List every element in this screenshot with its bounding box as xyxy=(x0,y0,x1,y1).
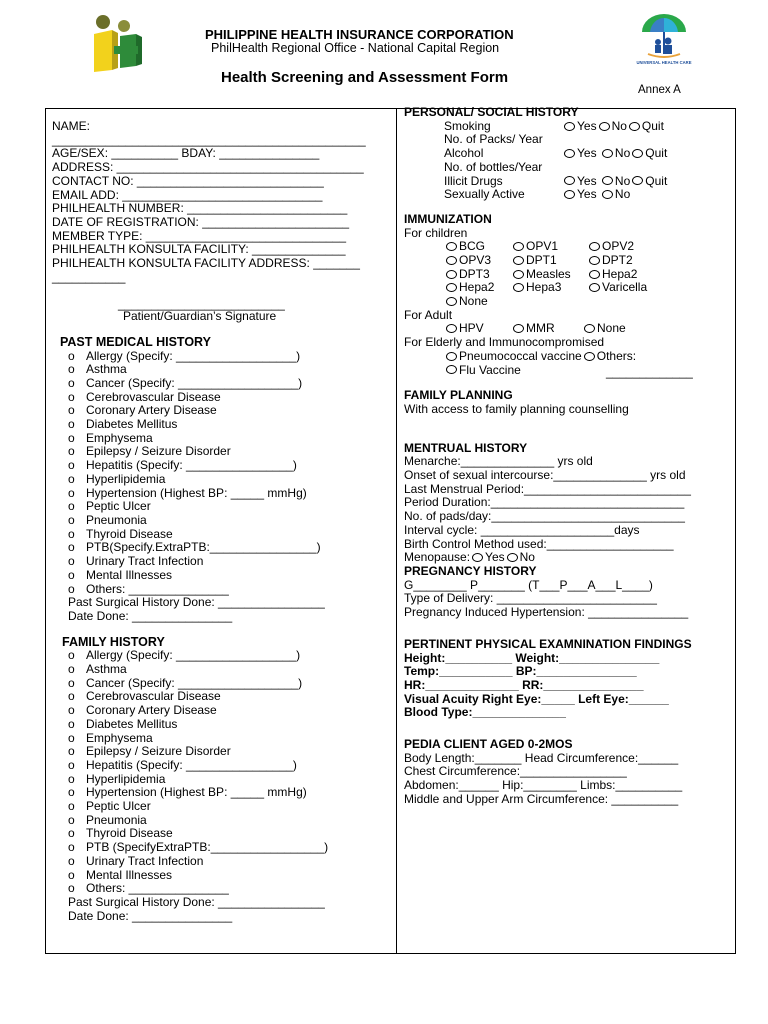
bullet-icon: o xyxy=(68,389,75,404)
vaccine-row xyxy=(404,281,730,295)
list-item[interactable] xyxy=(52,718,392,732)
vaccine-label: Measles xyxy=(526,266,571,281)
past-medical-title: PAST MEDICAL HISTORY xyxy=(60,334,211,349)
bullet-icon: o xyxy=(68,403,75,418)
vaccine-option[interactable] xyxy=(511,240,558,254)
elderly-label: For Elderly and Immunocompromised xyxy=(404,335,605,350)
list-item[interactable] xyxy=(52,583,392,597)
list-item-label: Coronary Artery Disease xyxy=(86,703,217,718)
radio[interactable] xyxy=(602,149,613,158)
yes-label: Yes xyxy=(577,146,597,161)
adult-vaccines xyxy=(404,322,730,336)
patient-field[interactable]: PHILHEALTH KONSULTA FACILITY: ______________ xyxy=(52,242,346,257)
radio[interactable] xyxy=(599,122,610,131)
list-item-label: Asthma xyxy=(86,662,127,677)
vaccine-option[interactable] xyxy=(511,322,555,336)
patient-field[interactable]: DATE OF REGISTRATION: ______________________ xyxy=(52,214,350,229)
vaccine-label: MMR xyxy=(526,321,555,336)
bullet-icon: o xyxy=(68,840,75,855)
family-planning-text: With access to family planning counselling xyxy=(404,401,629,416)
past-date-done[interactable]: Date Done: _______________ xyxy=(68,608,233,623)
physical-exam-field[interactable]: Temp:___________ BP:_______________ xyxy=(404,664,637,679)
bullet-icon: o xyxy=(68,675,75,690)
pedia-field[interactable]: Abdomen:______ Hip:________ Limbs:__________ xyxy=(404,778,683,793)
list-item-label: Mental Illnesses xyxy=(86,867,173,882)
list-item[interactable] xyxy=(52,841,392,855)
right-column xyxy=(404,106,730,807)
no-label: No xyxy=(519,550,535,565)
list-item-label: Hepatitis (Specify: ________________) xyxy=(86,757,297,772)
list-item-label: Thyroid Disease xyxy=(86,826,173,841)
yes-label: Yes xyxy=(485,550,505,565)
radio[interactable] xyxy=(632,149,643,158)
radio[interactable] xyxy=(564,122,575,131)
list-item-label: Pneumonia xyxy=(86,812,147,827)
list-item-label: Epilepsy / Seizure Disorder xyxy=(86,444,231,459)
bullet-icon: o xyxy=(68,689,75,704)
patient-field[interactable]: PHILHEALTH KONSULTA FACILITY ADDRESS: _______ xyxy=(52,256,360,271)
list-item-label: Allergy (Specify: __________________) xyxy=(86,348,301,363)
vaccine-option[interactable] xyxy=(587,268,637,282)
flu-vaccine-label: Flu Vaccine xyxy=(459,362,521,377)
menstrual-fields xyxy=(404,455,730,551)
vaccine-label: OPV2 xyxy=(602,239,635,254)
quit-label: Quit xyxy=(645,146,668,161)
org-name: PHILIPPINE HEALTH INSURANCE CORPORATION xyxy=(205,27,514,42)
bullet-icon: o xyxy=(68,581,75,596)
no-label: No xyxy=(614,187,631,202)
vaccine-option[interactable] xyxy=(444,254,491,268)
radio[interactable] xyxy=(446,365,457,374)
bullet-icon: o xyxy=(68,362,75,377)
list-item[interactable] xyxy=(52,363,392,377)
patient-field[interactable]: PHILHEALTH NUMBER: ________________________ xyxy=(52,201,348,216)
family-date-done[interactable]: Date Done: _______________ xyxy=(68,908,233,923)
others-line[interactable]: _____________ xyxy=(606,364,693,379)
patient-field[interactable]: ADDRESS: _____________________________________ xyxy=(52,160,364,175)
patient-field[interactable]: ___________ xyxy=(52,269,126,284)
list-item[interactable] xyxy=(52,432,392,446)
list-item-label: Cerebrovascular Disease xyxy=(86,389,221,404)
list-item-label: Allergy (Specify: __________________) xyxy=(86,648,301,663)
list-item-label: Hypertension (Highest BP: _____ mmHg) xyxy=(86,785,307,800)
menstrual-field[interactable]: Birth Control Method used:___________________ xyxy=(404,536,674,551)
no-label: No xyxy=(611,118,627,133)
patient-field[interactable]: CONTACT NO: ____________________________ xyxy=(52,173,324,188)
radio[interactable] xyxy=(446,324,457,333)
bullet-icon: o xyxy=(68,744,75,759)
physical-exam-fields xyxy=(404,652,730,721)
list-item-label: Emphysema xyxy=(86,730,153,745)
list-item[interactable] xyxy=(52,514,392,528)
list-item-label: Peptic Ulcer xyxy=(86,799,151,814)
list-item-label: Emphysema xyxy=(86,430,153,445)
vaccine-label: DPT1 xyxy=(526,253,557,268)
bottles-label: No. of bottles/Year xyxy=(444,159,543,174)
alcohol-label: Alcohol xyxy=(444,146,484,161)
pregnancy-fields xyxy=(404,579,730,620)
vaccine-label: BCG xyxy=(459,239,486,254)
annex-label: Annex A xyxy=(638,84,681,96)
bullet-icon: o xyxy=(68,485,75,500)
smoking-row xyxy=(404,120,730,134)
vaccine-row xyxy=(404,254,730,268)
bullet-icon: o xyxy=(68,375,75,390)
list-item-label: Epilepsy / Seizure Disorder xyxy=(86,744,231,759)
vaccine-option[interactable] xyxy=(587,281,647,295)
radio[interactable] xyxy=(584,352,595,361)
family-surgical-history[interactable]: Past Surgical History Done: ________________ xyxy=(68,894,325,909)
pregnancy-title: PREGNANCY HISTORY xyxy=(404,564,537,578)
list-item[interactable] xyxy=(52,690,392,704)
regional-office: PhilHealth Regional Office - National Capital Region xyxy=(211,41,500,55)
list-item[interactable] xyxy=(52,855,392,869)
vaccine-label: Hepa2 xyxy=(459,280,495,295)
bullet-icon: o xyxy=(68,730,75,745)
list-item[interactable] xyxy=(52,350,392,364)
list-item-label: Hepatitis (Specify: ________________) xyxy=(86,458,297,473)
list-item-label: Hypertension (Highest BP: _____ mmHg) xyxy=(86,485,307,500)
patient-field[interactable]: AGE/SEX: __________ BDAY: _______________ xyxy=(52,146,320,161)
universal-health-care-logo xyxy=(636,12,692,68)
vaccine-label: None xyxy=(459,294,488,309)
bullet-icon: o xyxy=(68,512,75,527)
menstrual-field[interactable]: Onset of sexual intercourse:______________ yrs old xyxy=(404,468,686,483)
radio[interactable] xyxy=(602,190,613,199)
radio[interactable] xyxy=(513,242,524,251)
list-item-label: Asthma xyxy=(86,362,127,377)
menstrual-field[interactable]: Menarche:______________ yrs old xyxy=(404,454,593,469)
list-item-label: Diabetes Mellitus xyxy=(86,417,178,432)
children-label: For children xyxy=(404,225,468,240)
sexually-active-row xyxy=(404,188,730,202)
list-item-label: Others: _______________ xyxy=(86,581,229,596)
vaccine-option[interactable] xyxy=(444,268,490,282)
bullet-icon: o xyxy=(68,540,75,555)
list-item-label: Urinary Tract Infection xyxy=(86,853,204,868)
vaccine-option[interactable] xyxy=(511,254,557,268)
list-item-label: Thyroid Disease xyxy=(86,526,173,541)
bullet-icon: o xyxy=(68,348,75,363)
vaccine-row xyxy=(404,240,730,254)
list-item[interactable] xyxy=(52,814,392,828)
radio[interactable] xyxy=(602,176,613,185)
physical-exam-field[interactable]: Height:__________ Weight:_______________ xyxy=(404,650,660,665)
vaccine-label: Hepa2 xyxy=(602,266,638,281)
list-item[interactable] xyxy=(52,704,392,718)
vaccine-option[interactable] xyxy=(582,322,626,336)
list-item[interactable] xyxy=(52,869,392,883)
radio[interactable] xyxy=(589,242,600,251)
yes-label: Yes xyxy=(577,173,597,188)
family-planning-title: FAMILY PLANNING xyxy=(404,388,513,403)
radio[interactable] xyxy=(507,553,518,562)
menopause-label: Menopause: xyxy=(404,550,471,565)
vaccine-row xyxy=(404,295,730,309)
physical-exam-field[interactable]: HR:______________ RR:_______________ xyxy=(404,677,644,692)
vaccine-label: OPV1 xyxy=(526,239,559,254)
philhealth-logo xyxy=(90,14,152,74)
bullet-icon: o xyxy=(68,799,75,814)
radio[interactable] xyxy=(513,283,524,292)
list-item[interactable] xyxy=(52,459,392,473)
list-item[interactable] xyxy=(52,732,392,746)
list-item-label: Urinary Tract Infection xyxy=(86,554,204,569)
quit-label: Quit xyxy=(641,118,664,133)
vaccine-option[interactable] xyxy=(444,295,488,309)
list-item-label: Pneumonia xyxy=(86,512,147,527)
bullet-icon: o xyxy=(68,526,75,541)
patient-field[interactable]: EMAIL ADD: ______________________________ xyxy=(52,187,323,202)
vaccine-option[interactable] xyxy=(444,281,494,295)
vaccine-label: HPV xyxy=(459,321,484,336)
vaccine-option[interactable] xyxy=(444,322,484,336)
vaccine-label: Hepa3 xyxy=(526,280,562,295)
radio[interactable] xyxy=(513,270,524,279)
social-history-title: PERSONAL/ SOCIAL HISTORY xyxy=(404,105,579,119)
radio[interactable] xyxy=(513,256,524,265)
bullet-icon: o xyxy=(68,444,75,459)
drugs-row xyxy=(404,175,730,189)
left-column xyxy=(52,120,392,923)
signature-label: Patient/Guardian’s Signature xyxy=(123,309,277,324)
list-item[interactable] xyxy=(52,377,392,391)
list-item[interactable] xyxy=(52,473,392,487)
yes-label: Yes xyxy=(577,187,597,202)
list-item[interactable] xyxy=(52,663,392,677)
bullet-icon: o xyxy=(68,881,75,896)
vaccine-label: OPV3 xyxy=(459,253,492,268)
vaccine-option[interactable] xyxy=(511,281,561,295)
menstrual-field[interactable]: No. of pads/day:_____________________________ xyxy=(404,509,685,524)
list-item-label: Coronary Artery Disease xyxy=(86,403,217,418)
adult-label: For Adult xyxy=(404,307,453,322)
menstrual-field[interactable]: Interval cycle: ____________________days xyxy=(404,522,640,537)
signature-line[interactable]: _________________________ xyxy=(118,297,285,312)
list-item[interactable] xyxy=(52,541,392,555)
menstrual-field[interactable]: Last Menstrual Period:_________________________ xyxy=(404,481,691,496)
elderly-row xyxy=(404,350,730,364)
list-item[interactable] xyxy=(52,827,392,841)
radio[interactable] xyxy=(632,176,643,185)
sexually-active-label: Sexually Active xyxy=(444,187,525,202)
list-item-label: Others: _______________ xyxy=(86,881,229,896)
pedia-field[interactable]: Chest Circumference:________________ xyxy=(404,764,627,779)
list-item[interactable] xyxy=(52,773,392,787)
bullet-icon: o xyxy=(68,567,75,582)
radio[interactable] xyxy=(629,122,640,131)
vaccine-label: DPT2 xyxy=(602,253,633,268)
list-item[interactable] xyxy=(52,649,392,663)
list-item[interactable] xyxy=(52,528,392,542)
patient-field[interactable]: _______________________________________________ xyxy=(52,132,366,147)
radio[interactable] xyxy=(446,283,457,292)
list-item[interactable] xyxy=(52,418,392,432)
radio[interactable] xyxy=(513,324,524,333)
pedia-fields xyxy=(404,752,730,807)
list-item[interactable] xyxy=(52,786,392,800)
list-item-label: PTB(Specify.ExtraPTB:________________) xyxy=(86,540,321,555)
radio[interactable] xyxy=(446,352,457,361)
pedia-field[interactable]: Middle and Upper Arm Circumference: __________ xyxy=(404,791,679,806)
radio[interactable] xyxy=(564,176,575,185)
no-label: No xyxy=(614,173,631,188)
pneumococcal-label: Pneumococcal vaccine xyxy=(459,348,582,363)
pregnancy-field[interactable]: Pregnancy Induced Hypertension: _______________ xyxy=(404,605,689,620)
radio[interactable] xyxy=(589,270,600,279)
vaccine-option[interactable] xyxy=(587,240,634,254)
form-title: Health Screening and Assessment Form xyxy=(221,69,509,86)
radio[interactable] xyxy=(446,297,457,306)
patient-field[interactable]: MEMBER TYPE: ______________________________ xyxy=(52,228,347,243)
bullet-icon: o xyxy=(68,703,75,718)
past-medical-list xyxy=(52,350,392,597)
alcohol-row xyxy=(404,147,730,161)
bullet-icon: o xyxy=(68,471,75,486)
family-history-title: FAMILY HISTORY xyxy=(62,634,165,649)
bullet-icon: o xyxy=(68,826,75,841)
physical-exam-field[interactable]: Visual Acuity Right Eye:_____ Left Eye:______ xyxy=(404,691,669,706)
vaccine-row xyxy=(404,268,730,282)
list-item-label: Cancer (Specify: __________________) xyxy=(86,675,303,690)
children-vaccines xyxy=(404,240,730,308)
packs-label: No. of Packs/ Year xyxy=(444,132,543,147)
radio[interactable] xyxy=(446,270,457,279)
radio[interactable] xyxy=(564,190,575,199)
list-item-label: Hyperlipidemia xyxy=(86,771,166,786)
list-item-label: Peptic Ulcer xyxy=(86,499,151,514)
list-item[interactable] xyxy=(52,391,392,405)
bullet-icon: o xyxy=(68,853,75,868)
radio[interactable] xyxy=(589,256,600,265)
list-item-label: Cerebrovascular Disease xyxy=(86,689,221,704)
physical-exam-title: PERTINENT PHYSICAL EXAMNINATION FINDINGS xyxy=(404,636,692,651)
drugs-label: Illicit Drugs xyxy=(444,173,503,188)
menstrual-title: MENTRUAL HISTORY xyxy=(404,440,528,455)
bullet-icon: o xyxy=(68,867,75,882)
list-item[interactable] xyxy=(52,759,392,773)
radio[interactable] xyxy=(564,149,575,158)
pedia-field[interactable]: Body Length:_______ Head Circumference:______ xyxy=(404,750,679,765)
pregnancy-field[interactable]: Type of Delivery: ________________________ xyxy=(404,591,657,606)
vaccine-label: None xyxy=(597,321,626,336)
list-item-label: PTB (SpecifyExtraPTB:_________________) xyxy=(86,840,329,855)
bullet-icon: o xyxy=(68,499,75,514)
list-item[interactable] xyxy=(52,677,392,691)
no-label: No xyxy=(614,146,631,161)
list-item[interactable] xyxy=(52,487,392,501)
bullet-icon: o xyxy=(68,458,75,473)
bullet-icon: o xyxy=(68,812,75,827)
list-item-label: Cancer (Specify: __________________) xyxy=(86,375,303,390)
flu-row xyxy=(404,364,730,378)
physical-exam-field[interactable]: Blood Type:______________ xyxy=(404,705,566,720)
uhc-logo-text: UNIVERSAL HEALTH CARE xyxy=(636,60,692,65)
family-history-list xyxy=(52,649,392,896)
past-surgical-history[interactable]: Past Surgical History Done: ________________ xyxy=(68,595,325,610)
list-item[interactable] xyxy=(52,569,392,583)
bullet-icon: o xyxy=(68,430,75,445)
list-item-label: Mental Illnesses xyxy=(86,567,173,582)
bullet-icon: o xyxy=(68,785,75,800)
immunization-title: IMMUNIZATION xyxy=(404,211,492,226)
bullet-icon: o xyxy=(68,648,75,663)
list-item-label: Diabetes Mellitus xyxy=(86,716,178,731)
list-item[interactable] xyxy=(52,404,392,418)
vaccine-option[interactable] xyxy=(444,240,485,254)
menstrual-field[interactable]: Period Duration:_____________________________ xyxy=(404,495,685,510)
list-item[interactable] xyxy=(52,800,392,814)
radio[interactable] xyxy=(446,256,457,265)
list-item[interactable] xyxy=(52,445,392,459)
smoking-label: Smoking xyxy=(444,118,491,133)
vaccine-option[interactable] xyxy=(511,268,571,282)
pregnancy-field[interactable]: G________ P_______ (T___P___A___L____) xyxy=(404,577,653,592)
bullet-icon: o xyxy=(68,417,75,432)
column-divider xyxy=(396,108,397,953)
list-item[interactable] xyxy=(52,882,392,896)
vaccine-label: Varicella xyxy=(602,280,648,295)
bullet-icon: o xyxy=(68,757,75,772)
pedia-title: PEDIA CLIENT AGED 0-2MOS xyxy=(404,737,573,752)
patient-info xyxy=(52,120,392,284)
radio[interactable] xyxy=(472,553,483,562)
quit-label: Quit xyxy=(645,173,668,188)
others-label: Others: xyxy=(596,348,637,363)
list-item[interactable] xyxy=(52,500,392,514)
patient-field[interactable]: NAME: xyxy=(52,119,91,133)
list-item[interactable] xyxy=(52,555,392,569)
list-item-label: Hyperlipidemia xyxy=(86,471,166,486)
radio[interactable] xyxy=(584,324,595,333)
bullet-icon: o xyxy=(68,716,75,731)
bullet-icon: o xyxy=(68,554,75,569)
list-item[interactable] xyxy=(52,745,392,759)
yes-label: Yes xyxy=(577,118,597,133)
bullet-icon: o xyxy=(68,662,75,677)
menopause-row xyxy=(404,551,730,565)
radio[interactable] xyxy=(446,242,457,251)
vaccine-label: DPT3 xyxy=(459,266,490,281)
bullet-icon: o xyxy=(68,771,75,786)
radio[interactable] xyxy=(589,283,600,292)
vaccine-option[interactable] xyxy=(587,254,633,268)
